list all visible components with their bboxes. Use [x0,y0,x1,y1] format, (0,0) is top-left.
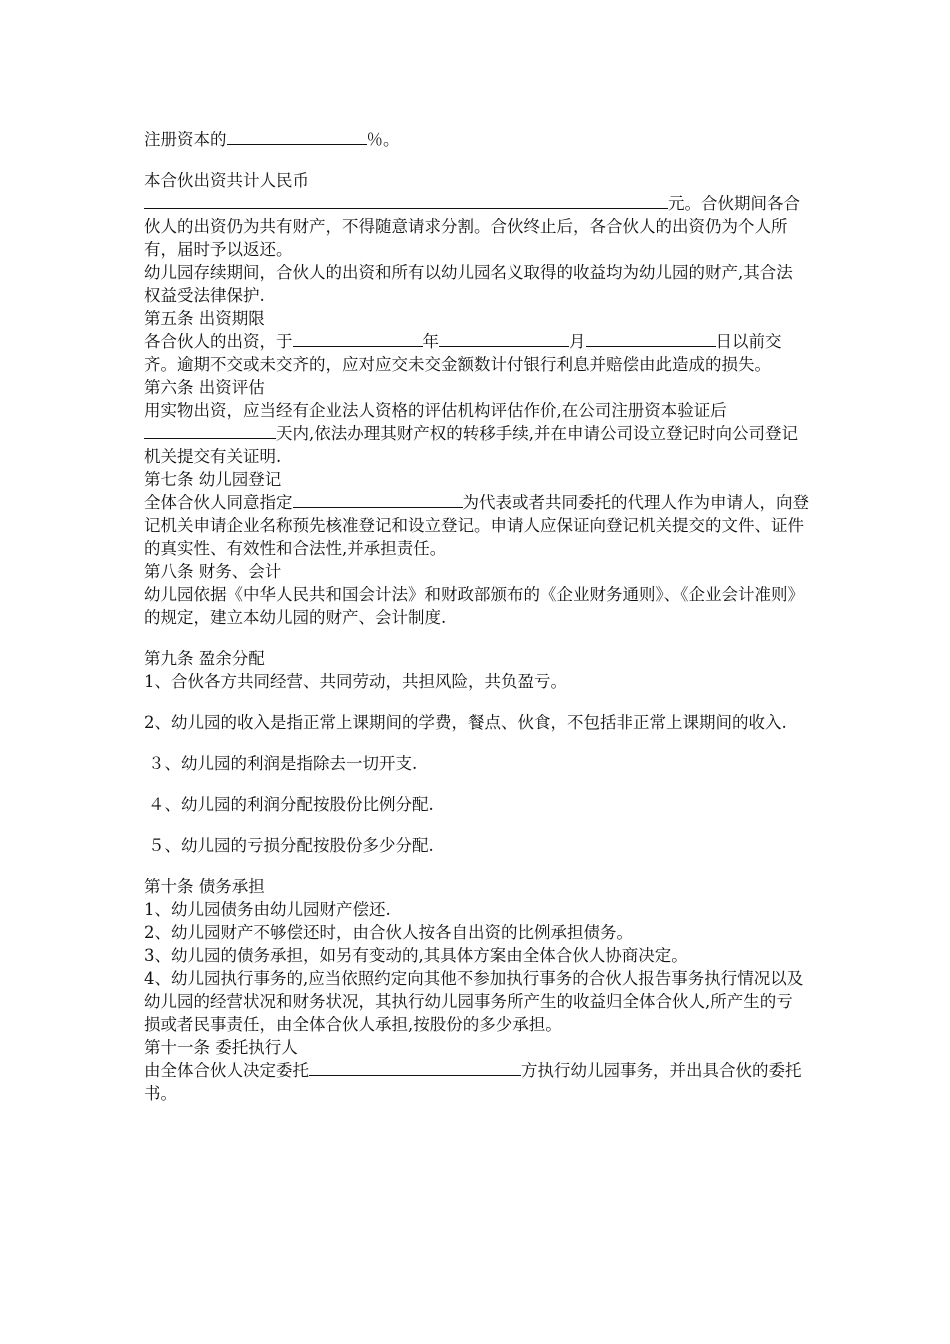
text: 日 [715,332,732,351]
text: 月 [569,332,586,351]
list-item: ５、幼儿园的亏损分配按股份多少分配. [148,836,434,855]
text: 以前交齐。逾期不交或未交齐的，应对应交未交金额数计付银行利息并赔偿由此造成的损失。 [144,332,782,374]
paragraph-article-11 [144,1059,809,1105]
list-item: 3、幼儿园的债务承担，如另有变动的,其具体方案由全体合伙人协商决定。 [144,946,688,965]
heading-article-5: 第五条 出资期限 [144,309,265,328]
blank-field [439,330,569,347]
blank-field [144,422,276,439]
blank-field [586,330,716,347]
list-item: ４、幼儿园的利润分配按股份比例分配. [148,795,434,814]
heading-article-11: 第十一条 委托执行人 [144,1038,298,1057]
heading-article-10: 第十条 债务承担 [144,877,265,896]
blank-field [293,491,463,508]
text: 为代表或者共同委托的代理人作为申请人，向登记机关申请企业名称预先核准登记和设立登记。申请人应保证向登记机关提交的文件、证件的真实性、有效性和合法性,并承担责任。 [144,493,809,558]
document-page [144,128,809,1105]
heading-article-9: 第九条 盈余分配 [144,649,265,668]
blank-field [309,1059,521,1076]
text: 由全体合伙人决定委托 [144,1061,309,1080]
text: 本合伙出资共计人民币 [144,171,309,190]
text: 各合伙人的出资，于 [144,332,293,351]
blank-field [293,330,423,347]
list-item: 1、合伙各方共同经营、共同劳动，共担风险，共负盈亏。 [144,672,567,691]
heading-article-8: 第八条 财务、会计 [144,562,282,581]
paragraph-property: 幼儿园存续期间，合伙人的出资和所有以幼儿园名义取得的收益均为幼儿园的财产,其合法权益受法律保护. [144,263,793,305]
text: 用实物出资，应当经有企业法人资格的评估机构评估作价,在公司注册资本验证后 [144,401,727,420]
list-item: 2、幼儿园的收入是指正常上课期间的学费，餐点、伙食，不包括非正常上课期间的收入. [144,713,787,732]
paragraph-capital-ratio [144,128,809,151]
text: 注册资本的 [144,130,227,149]
text: 全体合伙人同意指定 [144,493,293,512]
text: 年 [422,332,439,351]
list-item: 2、幼儿园财产不够偿还时，由合伙人按各自出资的比例承担债务。 [144,923,633,942]
text: ％。 [366,130,400,149]
text: 天内,依法办理其财产权的转移手续,并在申请公司设立登记时向公司登记机关提交有关证明. [144,424,798,466]
paragraph-article-7 [144,491,809,560]
list-item: 1、幼儿园债务由幼儿园财产偿还. [144,900,391,919]
text: 方执行幼儿园事务，并出具合伙的委托书。 [144,1061,802,1103]
list-item: ３、幼儿园的利润是指除去一切开支. [148,754,418,773]
paragraph-total-contribution [144,169,809,261]
blank-field [227,128,367,145]
paragraph-article-5 [144,330,809,376]
blank-field [144,192,668,209]
paragraph-article-8: 幼儿园依据《中华人民共和国会计法》和财政部颁布的《企业财务通则》、《企业会计准则》的规定，建立本幼儿园的财产、会计制度. [144,585,804,627]
text: 元。合伙期间各合伙人的出资仍为共有财产，不得随意请求分割。合伙终止后，各合伙人的出资仍为个人所有，届时予以返还。 [144,194,800,259]
list-item: 4、幼儿园执行事务的,应当依照约定向其他不参加执行事务的合伙人报告事务执行情况以及幼儿园的经营状况和财务状况，其执行幼儿园事务所产生的收益归全体合伙人,所产生的亏损或者民事责任，由全体合伙人承担,按股份的多少承担。 [144,969,804,1034]
paragraph-article-6 [144,399,809,468]
heading-article-6: 第六条 出资评估 [144,378,265,397]
heading-article-7: 第七条 幼儿园登记 [144,470,282,489]
